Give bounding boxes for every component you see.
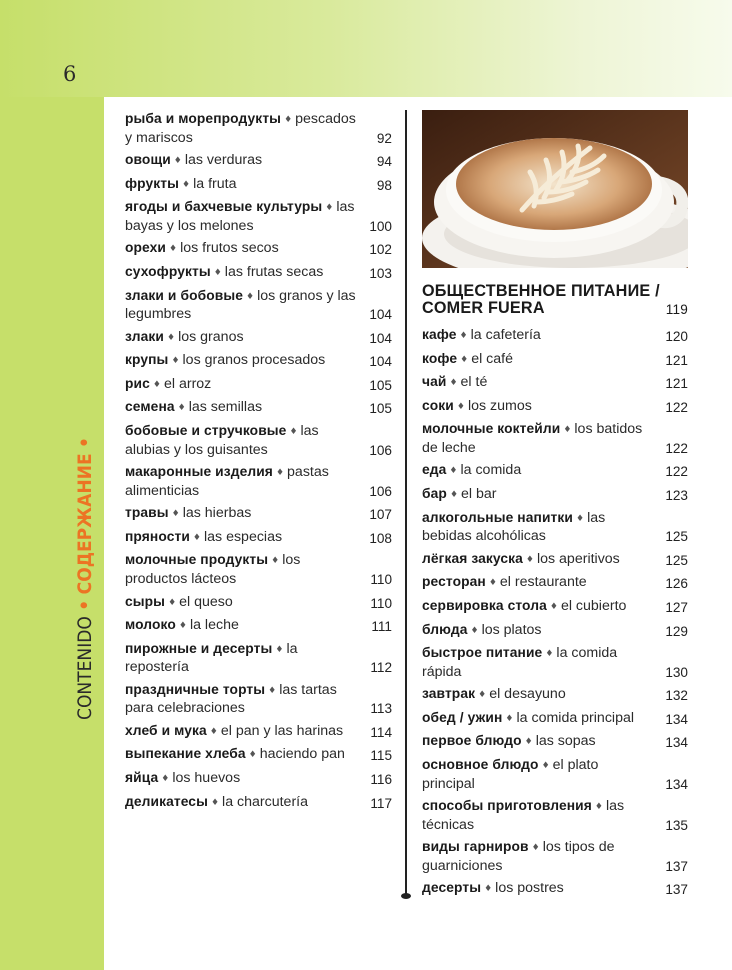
toc-entry[interactable] bbox=[422, 326, 688, 346]
entry-title-es: las bayas y los melones bbox=[125, 199, 355, 234]
entry-page-number: 130 bbox=[665, 664, 688, 680]
entry-title-ru: обед / ужин bbox=[422, 709, 503, 725]
title-separator-end: • bbox=[74, 437, 96, 448]
diamond-bullet-icon: ♦ bbox=[177, 403, 186, 414]
toc-entry[interactable] bbox=[422, 709, 688, 729]
diamond-bullet-icon: ♦ bbox=[173, 156, 182, 167]
toc-entry[interactable] bbox=[125, 528, 392, 548]
diamond-bullet-icon: ♦ bbox=[531, 843, 540, 854]
entry-title-es: la comida rápida bbox=[422, 645, 618, 680]
diamond-bullet-icon: ♦ bbox=[484, 884, 493, 895]
entry-title-es: los aperitivos bbox=[536, 550, 620, 567]
entry-page-number: 105 bbox=[369, 401, 392, 417]
entry-title-es: los batidos de leche bbox=[422, 421, 643, 456]
entry-page-number: 111 bbox=[371, 619, 392, 635]
toc-entry[interactable] bbox=[125, 722, 392, 742]
entry-page-number: 122 bbox=[665, 440, 688, 456]
entry-page-number: 134 bbox=[665, 735, 688, 751]
entry-page-number: 125 bbox=[665, 529, 688, 545]
toc-right-column bbox=[422, 326, 688, 903]
toc-entry[interactable] bbox=[125, 463, 392, 500]
toc-entry[interactable] bbox=[125, 551, 392, 588]
entry-title-ru: кофе bbox=[422, 350, 458, 366]
toc-entry[interactable] bbox=[422, 797, 688, 834]
column-divider bbox=[405, 110, 407, 898]
diamond-bullet-icon: ♦ bbox=[178, 621, 187, 632]
entry-page-number: 107 bbox=[369, 507, 392, 523]
toc-entry[interactable] bbox=[125, 769, 392, 789]
diamond-bullet-icon: ♦ bbox=[168, 597, 177, 608]
entry-title-ru: еда bbox=[422, 462, 447, 478]
toc-entry[interactable] bbox=[125, 351, 392, 371]
entry-page-number: 122 bbox=[665, 464, 688, 480]
entry-title-ru: семена bbox=[125, 399, 175, 415]
diamond-bullet-icon: ♦ bbox=[524, 737, 533, 748]
toc-entry[interactable] bbox=[422, 573, 688, 593]
diamond-bullet-icon: ♦ bbox=[545, 649, 554, 660]
toc-entry[interactable] bbox=[125, 398, 392, 418]
entry-title-es: los huevos bbox=[172, 770, 241, 787]
diamond-bullet-icon: ♦ bbox=[210, 797, 220, 808]
diamond-bullet-icon: ♦ bbox=[505, 713, 514, 724]
toc-entry[interactable] bbox=[125, 198, 392, 235]
entry-title-ru: яйца bbox=[125, 770, 159, 786]
coffee-cup-illustration bbox=[422, 110, 688, 268]
entry-title-es: los tipos de guarniciones bbox=[422, 839, 615, 874]
entry-title-ru: кафе bbox=[422, 327, 457, 342]
toc-entry[interactable] bbox=[125, 422, 392, 459]
entry-title-es: las verduras bbox=[184, 152, 263, 169]
toc-entry[interactable] bbox=[422, 373, 688, 393]
entry-page-number: 110 bbox=[370, 571, 392, 587]
entry-title-ru: орехи bbox=[125, 240, 167, 256]
diamond-bullet-icon: ♦ bbox=[289, 427, 298, 438]
diamond-bullet-icon: ♦ bbox=[525, 554, 534, 565]
toc-entry[interactable] bbox=[125, 593, 392, 613]
toc-entry[interactable] bbox=[125, 287, 392, 324]
entry-title-ru: злаки bbox=[125, 328, 165, 344]
toc-entry[interactable] bbox=[422, 420, 688, 457]
entry-page-number: 115 bbox=[370, 748, 392, 764]
diamond-bullet-icon: ♦ bbox=[459, 331, 468, 341]
entry-title-es: las técnicas bbox=[422, 798, 625, 833]
entry-page-number: 104 bbox=[369, 307, 392, 323]
entry-title-es: pescados y mariscos bbox=[125, 111, 356, 146]
entry-title-es: la leche bbox=[189, 617, 239, 634]
diamond-bullet-icon: ♦ bbox=[268, 685, 277, 696]
diamond-bullet-icon: ♦ bbox=[248, 750, 257, 761]
entry-title-ru: праздничные торты bbox=[125, 681, 266, 697]
entry-page-number: 134 bbox=[665, 711, 688, 727]
diamond-bullet-icon: ♦ bbox=[449, 490, 459, 501]
entry-title-ru: быстрое питание bbox=[422, 645, 543, 661]
diamond-bullet-icon: ♦ bbox=[167, 332, 176, 343]
diamond-bullet-icon: ♦ bbox=[594, 802, 603, 813]
entry-title-ru: виды гарниров bbox=[422, 839, 529, 855]
entry-page-number: 125 bbox=[665, 552, 688, 568]
toc-entry[interactable] bbox=[422, 397, 688, 417]
entry-title-es: el pan y las harinas bbox=[220, 722, 344, 739]
toc-entry[interactable] bbox=[125, 640, 392, 677]
entry-page-number: 102 bbox=[369, 242, 392, 258]
entry-title-ru: ягоды и бахчевые культуры bbox=[125, 199, 323, 215]
entry-page-number: 106 bbox=[369, 442, 392, 458]
column-divider-end bbox=[401, 893, 411, 899]
entry-title-es: el queso bbox=[179, 593, 233, 610]
entry-title-ru: фрукты bbox=[125, 175, 180, 191]
entry-title-es: las hierbas bbox=[182, 505, 252, 522]
entry-page-number: 104 bbox=[369, 354, 392, 370]
entry-title-ru: лёгкая закуска bbox=[422, 550, 523, 566]
toc-entry[interactable] bbox=[422, 597, 688, 617]
toc-entry[interactable] bbox=[422, 621, 688, 641]
diamond-bullet-icon: ♦ bbox=[449, 378, 458, 389]
entry-title-ru: сервировка стола bbox=[422, 597, 547, 613]
toc-entry[interactable] bbox=[422, 756, 688, 793]
entry-title-ru: овощи bbox=[125, 152, 171, 168]
entry-title-ru: сыры bbox=[125, 593, 166, 609]
entry-page-number: 137 bbox=[665, 858, 688, 874]
entry-page-number: 92 bbox=[376, 130, 392, 146]
entry-title-es: las bebidas alcohólicas bbox=[422, 509, 606, 545]
toc-entry[interactable] bbox=[125, 175, 392, 195]
entry-title-ru: злаки и бобовые bbox=[125, 287, 243, 303]
entry-title-es: haciendo pan bbox=[259, 746, 345, 763]
entry-title-es: las alubias y los guisantes bbox=[125, 423, 319, 458]
toc-entry[interactable] bbox=[125, 504, 392, 524]
toc-entry[interactable] bbox=[422, 685, 688, 705]
diamond-bullet-icon: ♦ bbox=[488, 578, 497, 589]
toc-entry[interactable] bbox=[125, 239, 392, 259]
entry-page-number: 108 bbox=[369, 530, 392, 546]
diamond-bullet-icon: ♦ bbox=[209, 726, 218, 737]
diamond-bullet-icon: ♦ bbox=[563, 425, 572, 436]
entry-title-ru: деликатесы bbox=[125, 793, 208, 809]
entry-title-es: los frutos secos bbox=[180, 240, 279, 257]
entry-page-number: 132 bbox=[665, 688, 688, 704]
entry-title-es: la comida principal bbox=[516, 709, 634, 726]
entry-title-ru: основное блюдо bbox=[422, 757, 539, 772]
toc-entry[interactable] bbox=[125, 110, 392, 147]
section-title-ru: СОДЕРЖАНИЕ bbox=[74, 453, 96, 595]
toc-entry[interactable] bbox=[422, 550, 688, 570]
entry-title-es: las tartas para celebraciones bbox=[125, 681, 337, 717]
entry-title-es: las frutas secas bbox=[224, 263, 324, 280]
toc-left-column bbox=[125, 110, 392, 816]
entry-page-number: 122 bbox=[665, 399, 688, 415]
entry-title-ru: травы bbox=[125, 505, 169, 521]
section-heading bbox=[422, 283, 688, 316]
entry-title-es: el arroz bbox=[163, 375, 212, 392]
entry-page-number: 98 bbox=[376, 177, 392, 193]
section-heading-page: 119 bbox=[665, 301, 688, 317]
entry-page-number: 113 bbox=[370, 701, 392, 717]
entry-title-es: las sopas bbox=[535, 733, 596, 750]
diamond-bullet-icon: ♦ bbox=[171, 509, 180, 520]
entry-title-ru: молоко bbox=[125, 617, 176, 633]
entry-title-es: las especias bbox=[204, 528, 283, 545]
entry-title-ru: сухофрукты bbox=[125, 263, 211, 279]
toc-entry[interactable] bbox=[125, 263, 392, 283]
entry-page-number: 116 bbox=[370, 772, 392, 788]
diamond-bullet-icon: ♦ bbox=[275, 468, 285, 479]
entry-title-es: la fruta bbox=[193, 175, 237, 192]
entry-title-es: el café bbox=[471, 350, 514, 367]
entry-page-number: 134 bbox=[665, 776, 688, 792]
entry-title-ru: способы приготовления bbox=[422, 798, 592, 814]
diamond-bullet-icon: ♦ bbox=[284, 115, 293, 125]
diamond-bullet-icon: ♦ bbox=[152, 379, 161, 390]
toc-entry[interactable] bbox=[125, 793, 392, 813]
toc-entry[interactable] bbox=[422, 879, 688, 899]
entry-title-es: las semillas bbox=[188, 399, 263, 416]
entry-title-ru: рис bbox=[125, 375, 150, 391]
diamond-bullet-icon: ♦ bbox=[325, 203, 334, 214]
diamond-bullet-icon: ♦ bbox=[161, 774, 170, 785]
entry-page-number: 127 bbox=[665, 599, 688, 615]
entry-title-es: el té bbox=[460, 374, 488, 391]
entry-title-ru: выпекание хлеба bbox=[125, 746, 246, 762]
entry-title-es: el cubierto bbox=[560, 597, 627, 614]
page-number: 6 bbox=[63, 62, 77, 86]
diamond-bullet-icon: ♦ bbox=[169, 244, 178, 255]
entry-title-ru: молочные продукты bbox=[125, 552, 269, 568]
entry-page-number: 104 bbox=[369, 330, 392, 346]
entry-title-ru: крупы bbox=[125, 352, 169, 368]
entry-title-es: los granos y las legumbres bbox=[125, 287, 356, 323]
entry-title-ru: пирожные и десерты bbox=[125, 640, 273, 656]
entry-title-ru: первое блюдо bbox=[422, 733, 522, 749]
entry-page-number: 114 bbox=[370, 724, 392, 740]
toc-entry[interactable] bbox=[422, 509, 688, 546]
entry-title-es: el bar bbox=[461, 486, 497, 503]
entry-title-es: los granos bbox=[178, 328, 244, 345]
toc-entry[interactable] bbox=[422, 350, 688, 370]
toc-entry[interactable] bbox=[125, 616, 392, 636]
entry-title-ru: соки bbox=[422, 397, 454, 413]
entry-title-es: la repostería bbox=[125, 640, 298, 676]
entry-title-es: la charcutería bbox=[222, 793, 309, 810]
toc-entry[interactable] bbox=[125, 745, 392, 765]
entry-title-ru: чай bbox=[422, 374, 447, 390]
entry-page-number: 135 bbox=[665, 817, 688, 833]
entry-title-es: los postres bbox=[495, 880, 564, 897]
diamond-bullet-icon: ♦ bbox=[541, 761, 550, 771]
diamond-bullet-icon: ♦ bbox=[456, 401, 465, 412]
entry-title-ru: рыба и морепродукты bbox=[125, 111, 282, 126]
entry-title-es: la cafetería bbox=[470, 327, 541, 343]
diamond-bullet-icon: ♦ bbox=[460, 354, 469, 365]
diamond-bullet-icon: ♦ bbox=[171, 356, 180, 367]
entry-page-number: 105 bbox=[369, 377, 392, 393]
entry-title-ru: алкогольные напитки bbox=[422, 509, 573, 525]
entry-page-number: 123 bbox=[665, 488, 688, 504]
entry-title-es: pastas alimenticias bbox=[125, 464, 329, 499]
diamond-bullet-icon: ♦ bbox=[213, 267, 222, 278]
toc-entry[interactable] bbox=[125, 151, 392, 171]
entry-title-ru: пряности bbox=[125, 528, 190, 544]
diamond-bullet-icon: ♦ bbox=[478, 690, 487, 701]
toc-entry[interactable] bbox=[422, 461, 688, 481]
entry-page-number: 106 bbox=[369, 483, 392, 499]
diamond-bullet-icon: ♦ bbox=[575, 513, 585, 524]
title-separator: • bbox=[74, 599, 96, 611]
entry-title-ru: молочные коктейли bbox=[422, 421, 561, 437]
entry-title-ru: завтрак bbox=[422, 686, 476, 702]
entry-page-number: 121 bbox=[665, 376, 688, 392]
entry-title-es: el restaurante bbox=[499, 574, 587, 591]
toc-entry[interactable] bbox=[422, 838, 688, 875]
toc-entry[interactable] bbox=[125, 375, 392, 395]
toc-entry[interactable] bbox=[422, 485, 688, 505]
entry-title-es: el plato principal bbox=[422, 757, 599, 792]
diamond-bullet-icon: ♦ bbox=[549, 601, 558, 612]
entry-title-ru: хлеб и мука bbox=[125, 722, 207, 738]
entry-title-ru: ресторан bbox=[422, 574, 486, 590]
entry-page-number: 126 bbox=[665, 576, 688, 592]
diamond-bullet-icon: ♦ bbox=[246, 291, 255, 302]
entry-title-es: los granos procesados bbox=[182, 352, 326, 369]
entry-page-number: 94 bbox=[376, 154, 392, 170]
entry-page-number: 120 bbox=[665, 329, 688, 344]
entry-title-es: los zumos bbox=[467, 397, 532, 414]
diamond-bullet-icon: ♦ bbox=[275, 644, 284, 655]
entry-page-number: 117 bbox=[370, 795, 392, 811]
entry-title-ru: бобовые и стручковые bbox=[125, 423, 287, 439]
entry-title-ru: макаронные изделия bbox=[125, 464, 273, 480]
entry-page-number: 100 bbox=[369, 218, 392, 234]
entry-title-ru: десерты bbox=[422, 880, 482, 896]
section-heading-text: ОБЩЕСТВЕННОЕ ПИТАНИЕ / COMER FUERA bbox=[422, 282, 660, 317]
latte-art-coffee-cup-photo bbox=[422, 110, 688, 268]
entry-page-number: 137 bbox=[665, 882, 688, 898]
entry-page-number: 103 bbox=[369, 265, 392, 281]
entry-page-number: 110 bbox=[370, 595, 392, 611]
toc-entry[interactable] bbox=[125, 328, 392, 348]
section-title-es: CONTENIDO bbox=[74, 616, 96, 720]
entry-page-number: 129 bbox=[665, 623, 688, 639]
entry-title-es: el desayuno bbox=[489, 686, 566, 703]
diamond-bullet-icon: ♦ bbox=[182, 179, 191, 190]
entry-title-ru: блюда bbox=[422, 621, 468, 637]
vertical-section-title bbox=[68, 160, 102, 720]
entry-title-ru: бар bbox=[422, 486, 447, 502]
entry-page-number: 112 bbox=[370, 660, 392, 676]
diamond-bullet-icon: ♦ bbox=[192, 532, 201, 543]
toc-entry[interactable] bbox=[422, 644, 688, 681]
diamond-bullet-icon: ♦ bbox=[449, 466, 458, 477]
entry-title-es: los platos bbox=[481, 621, 542, 638]
diamond-bullet-icon: ♦ bbox=[271, 556, 280, 567]
entry-title-es: los productos lácteos bbox=[125, 552, 301, 587]
header-band bbox=[0, 0, 732, 97]
toc-entry[interactable] bbox=[422, 732, 688, 752]
diamond-bullet-icon: ♦ bbox=[470, 625, 479, 636]
entry-page-number: 121 bbox=[665, 352, 688, 368]
toc-entry[interactable] bbox=[125, 681, 392, 718]
entry-title-es: la comida bbox=[460, 462, 522, 479]
